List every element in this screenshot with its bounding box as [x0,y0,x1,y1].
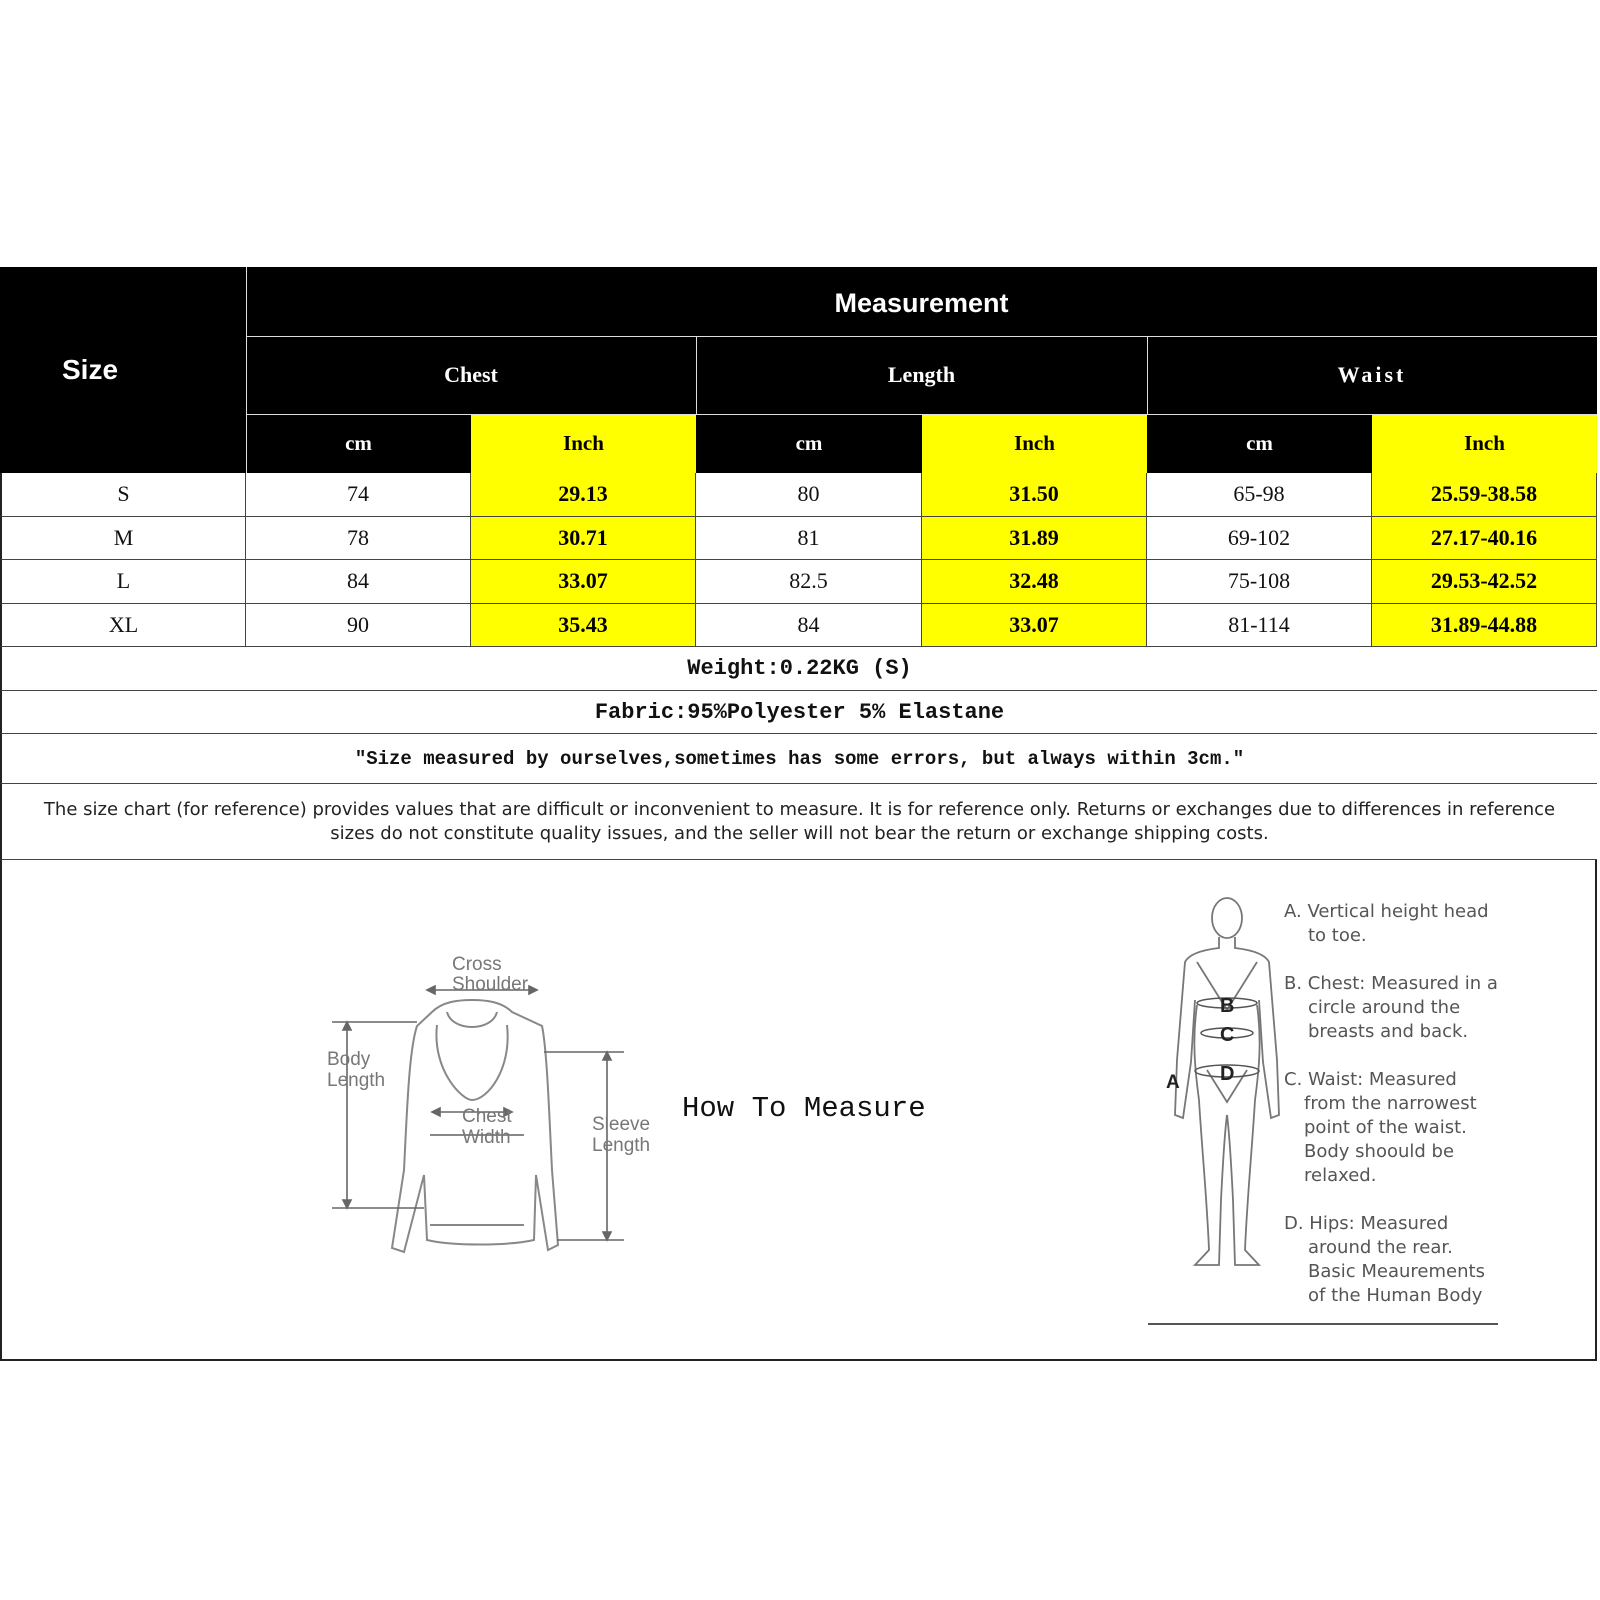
chest-width-label-1: Chest [462,1106,512,1127]
measurement-header [246,267,1597,336]
disclaimer-line-2: sizes do not constitute quality issues, and the seller will not bear the return or exchange shipping costs. [330,822,1269,844]
cross-shoulder-label-2: Shoulder [452,974,529,995]
disclaimer-row [0,784,1597,860]
cell-waist-in: 27.17-40.16 [1372,517,1597,561]
cell-chest-in: 29.13 [471,473,696,517]
unit-header-waist-inch: Inch [1372,414,1597,473]
cell-length-cm: 81 [696,517,922,561]
cell-chest-in: 35.43 [471,604,696,648]
unit-header-chest-inch: Inch [471,414,696,473]
cell-waist-in: 25.59-38.58 [1372,473,1597,517]
size-chart [0,267,1597,1361]
instruction-d: D. Hips: Measured around the rear. Basic Meaurements of the Human Body [1284,1213,1485,1306]
error-note-row: "Size measured by ourselves,sometimes has some errors, but always within 3cm." [0,734,1597,784]
cell-size: L [0,560,246,604]
cell-waist-cm: 65-98 [1147,473,1372,517]
group-header-length: Length [696,336,1147,414]
cell-chest-cm: 78 [246,517,471,561]
cell-chest-cm: 84 [246,560,471,604]
body-length-label-1: Body [327,1049,371,1070]
cell-waist-cm: 75-108 [1147,560,1372,604]
fabric-row: Fabric:95%Polyester 5% Elastane [0,691,1597,734]
measurement-header-label: Measurement [834,288,1009,318]
cell-length-in: 31.89 [922,517,1147,561]
cell-waist-in: 31.89-44.88 [1372,604,1597,648]
cell-length-cm: 80 [696,473,922,517]
cell-waist-cm: 81-114 [1147,604,1372,648]
weight-row: Weight:0.22KG (S) [0,647,1597,691]
cell-chest-in: 33.07 [471,560,696,604]
cell-size: M [0,517,246,561]
how-to-measure-title: How To Measure [682,1092,926,1125]
cell-length-in: 31.50 [922,473,1147,517]
marker-b: B [1220,995,1235,1017]
marker-d: D [1220,1063,1235,1085]
instructions-underline [1148,1323,1498,1325]
instruction-a: A. Vertical height head to toe. [1284,901,1489,946]
measure-guide [0,860,1597,1361]
body-length-label-2: Length [327,1070,386,1091]
unit-header-chest-cm: cm [246,414,471,473]
cell-size: S [0,473,246,517]
cell-length-in: 32.48 [922,560,1147,604]
unit-header-waist-cm: cm [1147,414,1372,473]
cell-chest-cm: 90 [246,604,471,648]
chest-width-label-2: Width [462,1127,511,1148]
cell-length-in: 33.07 [922,604,1147,648]
unit-header-length-inch: Inch [922,414,1147,473]
cell-chest-in: 30.71 [471,517,696,561]
marker-a: A [1166,1072,1180,1093]
cell-length-cm: 84 [696,604,922,648]
cell-length-cm: 82.5 [696,560,922,604]
cross-shoulder-label-1: Cross [452,954,502,975]
cell-waist-cm: 69-102 [1147,517,1372,561]
measure-instructions [1284,900,1534,1308]
cell-chest-cm: 74 [246,473,471,517]
instruction-b: B. Chest: Measured in a circle around the breasts and back. [1284,973,1498,1042]
shirt-measure-diagram [312,940,672,1260]
unit-header-length-cm: cm [696,414,922,473]
size-header [0,267,246,473]
size-header-label: Size [62,354,119,385]
group-header-chest: Chest [246,336,696,414]
disclaimer-line-1: The size chart (for reference) provides values that are difficult or inconvenient to measure. It is for reference only. Returns or exchanges due to differences in reference [43,798,1556,820]
sleeve-length-label-2: Length [592,1135,651,1156]
cell-size: XL [0,604,246,648]
cell-waist-in: 29.53-42.52 [1372,560,1597,604]
sleeve-length-label-1: Sleeve [592,1114,651,1135]
instruction-c: C. Waist: Measured from the narrowest point of the waist. Body shoould be relaxed. [1284,1069,1477,1186]
group-header-waist: Waist [1147,336,1597,414]
marker-c: C [1220,1024,1235,1046]
